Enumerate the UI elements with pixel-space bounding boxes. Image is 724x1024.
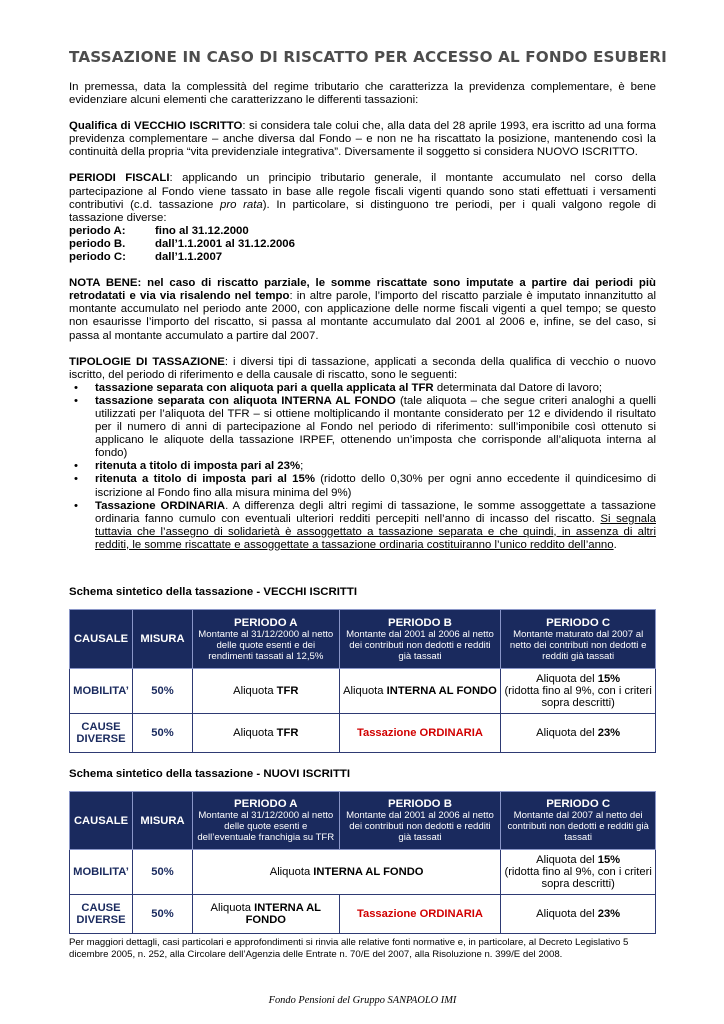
periodi-label: PERIODI FISCALI xyxy=(69,172,170,185)
tipologie-text: : i diversi tipi di tassazione, applicati a seconda della qualifica di vecchio o nuovo iscritto, del periodo di riferimento e della causale di riscatto, sono le seguenti: xyxy=(69,355,656,381)
document-body xyxy=(69,81,656,552)
table-row: CAUSE DIVERSE 50% Aliquota TFR Tassazione ORDINARIA Aliquota del 23% xyxy=(70,714,656,753)
tipologie-label: TIPOLOGIE DI TASSAZIONE xyxy=(69,355,225,368)
page-title: TASSAZIONE IN CASO DI RISCATTO PER ACCESSO AL FONDO ESUBERI xyxy=(69,48,667,66)
header-misura: MISURA xyxy=(132,792,192,850)
periodi-text-2: ). In particolare, si distinguono tre periodi, per i quali valgono regole di tassazione diverse: xyxy=(69,198,656,224)
periodo-c-line: periodo C: dall’1.1.2007 xyxy=(69,251,223,264)
nota-text: : in altre parole, l’importo del riscatto parziale è imputato innanzitutto al montante accumulato nel periodo ante 2000, con applicazione delle norme fiscali vigenti a quel tempo; se questo non esaurisse l’importo del riscatto, si passa al montante accumulato dal 2001 al 2006 e, infine, se del caso, si passa al montante accumulato a partire dal 2007. xyxy=(69,290,657,342)
header-periodo-b: PERIODO B Montante dal 2001 al 2006 al netto dei contributi non dedotti e redditi già tassati xyxy=(339,610,501,669)
qualifica-text: : si considera tale colui che, alla data del 28 aprile 1993, era iscritto ad una forma previdenza complementare – anche diversa dal Fondo – e non ne ha riscattato la posizione, mantenendo così la continuità della propria “vita previdenziale integrativa”. Diversamente il soggetto si considera NUOVO ISCRITTO. xyxy=(69,120,656,159)
list-item: • ritenuta a titolo di imposta pari al 23%; xyxy=(74,460,304,473)
intro-paragraph: In premessa, data la complessità del regime tributario che caratterizza la previdenza complementare, è bene evidenziare alcuni elementi che caratterizzano le differenti tassazioni: xyxy=(69,81,656,107)
nota-bold-text: : nel caso di riscatto parziale, le somme riscattate sono imputate a partire dai periodi più retrodatati e via via risalendo nel tempo xyxy=(69,277,657,303)
tipologie-list xyxy=(69,382,656,552)
header-causale: CAUSALE xyxy=(70,610,133,669)
periodi-paragraph xyxy=(69,172,656,224)
header-periodo-c: PERIODO C Montante dal 2007 al netto dei contributi non dedotti e redditi già tassati xyxy=(501,792,656,850)
list-item: • Tassazione ORDINARIA. A differenza degli altri regimi di tassazione, le somme assoggettate a tassazione ordinaria fanno cumulo con eventuali ulteriori redditi percepiti nell’anno di incasso del riscatto. Si segnala tuttavia che l’assegno di solidarietà è assoggettato a tassazione separata e che quindi, in assenza di altri redditi, le somme riscattate e assoggettate a tassazione ordinaria costituiranno l’unico reddito dell’anno. xyxy=(74,499,656,551)
qualifica-label: Qualifica di VECCHIO ISCRITTO xyxy=(69,120,243,133)
periodi-text-1: : applicando un principio tributario generale, il montante accumulato nel corso della partecipazione al Fondo viene tassato in base alle regole fiscali vigenti quando sono stati effettuati i versamenti contributivi (c.d. tassazione xyxy=(69,172,657,211)
table-header-row xyxy=(70,610,656,669)
periodo-b-line: periodo B. dall’1.1.2001 al 31.12.2006 xyxy=(69,237,295,250)
bullet-icon: • xyxy=(74,394,78,407)
schema-vecchi-table xyxy=(69,609,656,753)
header-periodo-a: PERIODO A Montante al 31/12/2000 al netto delle quote esenti e dell’eventuale franchigia su TFR xyxy=(192,792,339,850)
footnote: Per maggiori dettagli, casi particolari e approfondimenti si rinvia alle relative fonti normative e, in particolare, al Decreto Legislativo 5 dicembre 2005, n. 252, alla Circolare dell’Agenzia delle Entrate n. 70/E del 2007, alla Risoluzione n. 399/E del 2008. xyxy=(69,937,629,960)
header-periodo-c: PERIODO C Montante maturato dal 2007 al netto dei contributi non dedotti e redditi già tassati xyxy=(501,610,656,669)
periodi-italic: pro rata xyxy=(220,198,263,211)
periodo-a-line: periodo A: fino al 31.12.2000 xyxy=(69,224,249,237)
header-causale: CAUSALE xyxy=(70,792,133,850)
table-header-row xyxy=(70,792,656,850)
table-row: CAUSE DIVERSE 50% Aliquota INTERNA AL FONDO Tassazione ORDINARIA Aliquota del 23% xyxy=(70,895,656,934)
bullet-icon: • xyxy=(74,460,78,473)
list-item: • ritenuta a titolo di imposta pari al 15% (ridotto dello 0,30% per ogni anno eccedente il quindicesimo di iscrizione al Fondo fino alla misura minima del 9%) xyxy=(74,473,656,499)
schema-nuovi-title: Schema sintetico della tassazione - NUOVI ISCRITTI xyxy=(69,768,351,780)
header-misura: MISURA xyxy=(132,610,192,669)
qualifica-paragraph xyxy=(69,120,656,159)
nota-bene-paragraph xyxy=(69,277,656,342)
list-item: • tassazione separata con aliquota pari a quella applicata al TFR determinata dal Datore di lavoro; xyxy=(74,381,603,394)
table-row: MOBILITA’ 50% Aliquota TFR Aliquota INTERNA AL FONDO Aliquota del 15% (ridotta fino al 9%, con i criteri sopra descritti) xyxy=(70,669,656,714)
table-row: MOBILITA’ 50% Aliquota INTERNA AL FONDO Aliquota del 15% (ridotta fino al 9%, con i criteri sopra descritti) xyxy=(70,850,656,895)
footer-signature: Fondo Pensioni del Gruppo SANPAOLO IMI xyxy=(268,995,457,1006)
nota-label: NOTA BENE xyxy=(69,277,138,290)
header-periodo-b: PERIODO B Montante dal 2001 al 2006 al netto dei contributi non dedotti e redditi già tassati xyxy=(339,792,501,850)
tipologie-paragraph xyxy=(69,356,656,382)
header-periodo-a: PERIODO A Montante al 31/12/2000 al netto delle quote esenti e dei rendimenti tassati al 12,5% xyxy=(192,610,339,669)
bullet-icon: • xyxy=(74,499,78,512)
bullet-icon: • xyxy=(74,473,78,486)
bullet-icon: • xyxy=(74,381,78,394)
schema-nuovi-table xyxy=(69,791,656,934)
schema-vecchi-title: Schema sintetico della tassazione - VECCHI ISCRITTI xyxy=(69,586,358,598)
list-item: • tassazione separata con aliquota INTERNA AL FONDO (tale aliquota – che segue criteri analoghi a quelli utilizzati per l’aliquota del TFR – si ottiene moltiplicando il montante considerato per 12 e dividendo il risultato per il numero di anni di partecipazione al Fondo nel periodo di riferimento: sull’imponibile così ottenuto si applicano le aliquote della tassazione IRPEF, ottenendo un’imposta che corrisponde all’aliquota interna al fondo) xyxy=(74,394,656,460)
